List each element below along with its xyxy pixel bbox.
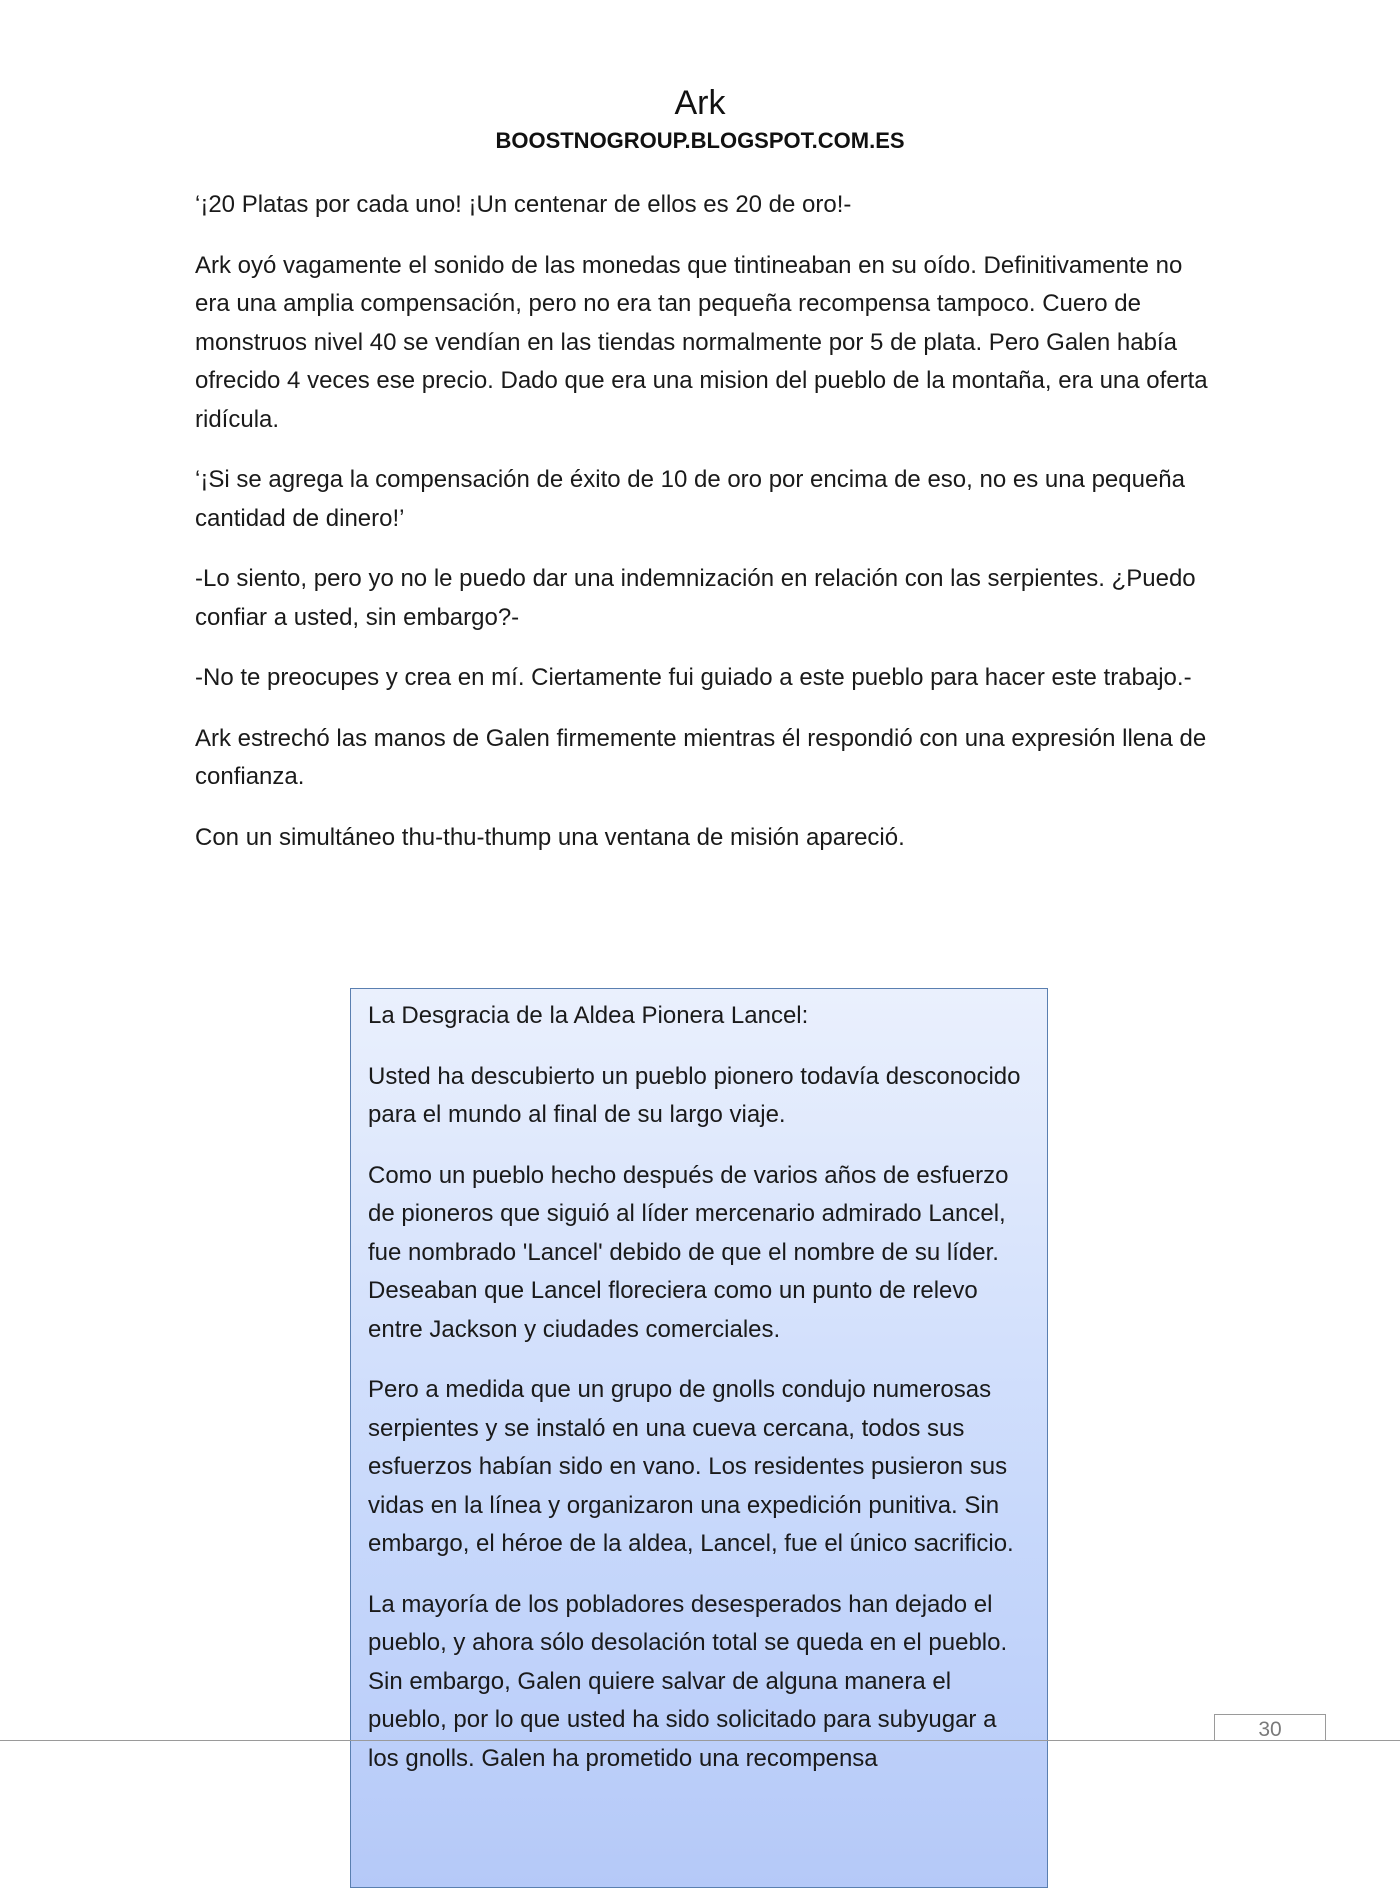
paragraph: -No te preocupes y crea en mí. Ciertamente fui guiado a este pueblo para hacer este trabajo.- bbox=[195, 664, 1192, 691]
book-title: Ark bbox=[674, 84, 726, 122]
quest-title: La Desgracia de la Aldea Pionera Lancel: bbox=[368, 1002, 809, 1029]
quest-window-box bbox=[350, 988, 1048, 1888]
quest-paragraph: Pero a medida que un grupo de gnolls condujo numerosas serpientes y se instaló en una cueva cercana, todos sus esfuerzos habían sido en vano. Los residentes pusieron sus vidas en la línea y organizaron una expedición punitiva. Sin embargo, el héroe de la aldea, Lancel, fue el único sacrificio. bbox=[368, 1376, 1014, 1557]
paragraph: Ark oyó vagamente el sonido de las monedas que tintineaban en su oído. Definitivamente no era una amplia compensación, pero no era tan pequeña recompensa tampoco. Cuero de monstruos nivel 40 se vendían en las tiendas normalmente por 5 de plata. Pero Galen había ofrecido 4 veces ese precio. Dado que era una mision del pueblo de la montaña, era una oferta ridícula. bbox=[195, 251, 1208, 433]
quest-paragraph: La mayoría de los pobladores desesperados han dejado el pueblo, y ahora sólo desolación total se queda en el pueblo. Sin embargo, Galen quiere salvar de alguna manera el pueblo, por lo que usted ha sido solicitado para subyugar a los gnolls. Galen ha prometido una recompensa bbox=[368, 1590, 1008, 1772]
site-url: BOOSTNOGROUP.BLOGSPOT.COM.ES bbox=[495, 128, 905, 153]
footer-divider bbox=[0, 1740, 1400, 1741]
paragraph: Ark estrechó las manos de Galen firmemente mientras él respondió con una expresión llena de confianza. bbox=[195, 724, 1207, 790]
body-text bbox=[195, 186, 1210, 879]
paragraph: ‘¡Si se agrega la compensación de éxito de 10 de oro por encima de eso, no es una pequeña cantidad de dinero!’ bbox=[195, 466, 1185, 532]
quest-paragraph: Usted ha descubierto un pueblo pionero todavía desconocido para el mundo al final de su largo viaje. bbox=[368, 1062, 1021, 1128]
paragraph: ‘¡20 Platas por cada uno! ¡Un centenar de ellos es 20 de oro!- bbox=[195, 191, 852, 218]
quest-paragraph: Como un pueblo hecho después de varios años de esfuerzo de pioneros que siguió al líder mercenario admirado Lancel, fue nombrado 'Lancel' debido de que el nombre de su líder. Deseaban que Lancel floreciera como un punto de relevo entre Jackson y ciudades comerciales. bbox=[368, 1161, 1009, 1343]
page-header bbox=[0, 82, 1400, 156]
paragraph: -Lo siento, pero yo no le puedo dar una indemnización en relación con las serpientes. ¿Puedo confiar a usted, sin embargo?- bbox=[195, 565, 1196, 631]
page-number: 30 bbox=[1214, 1714, 1326, 1740]
paragraph: Con un simultáneo thu-thu-thump una ventana de misión apareció. bbox=[195, 823, 905, 851]
